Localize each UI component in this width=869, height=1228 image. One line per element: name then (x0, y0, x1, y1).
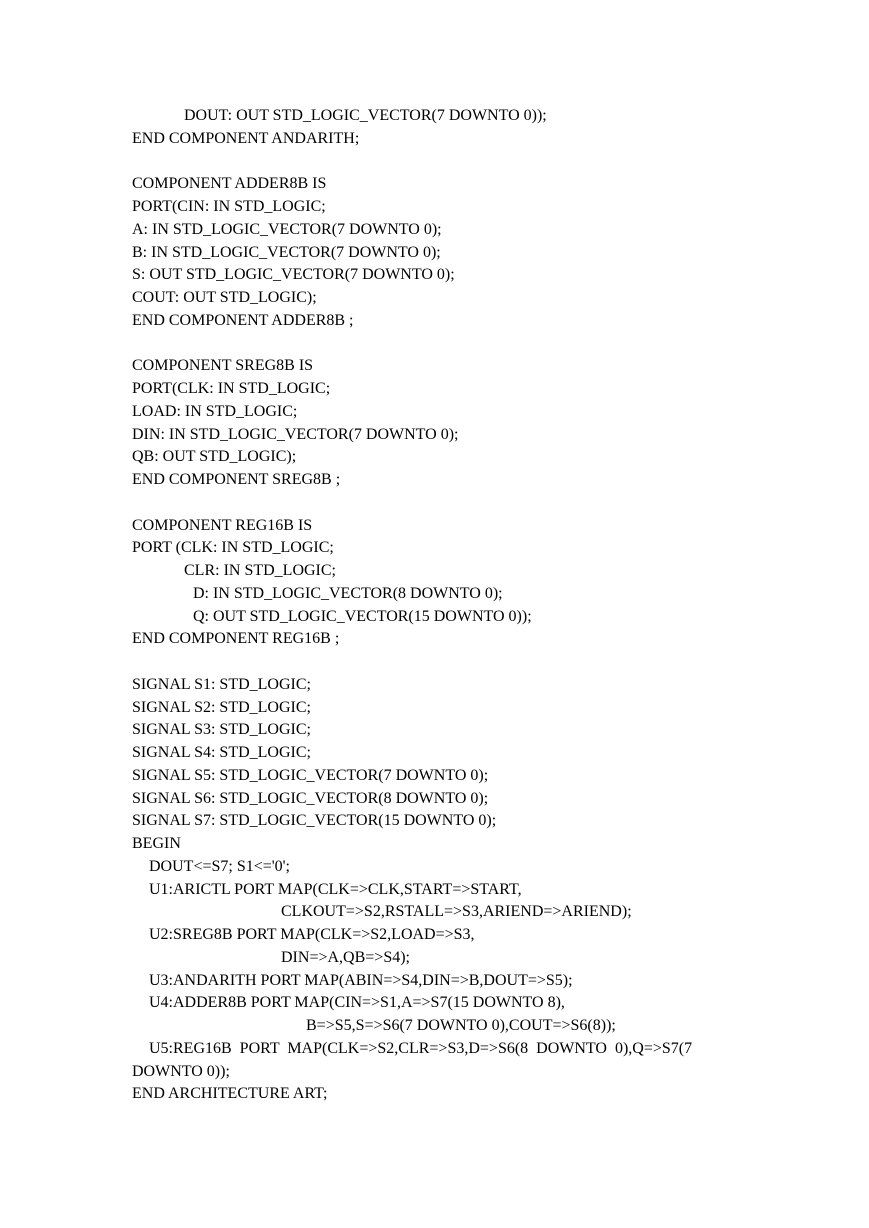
code-line: DIN: IN STD_LOGIC_VECTOR(7 DOWNTO 0); (132, 425, 459, 443)
code-listing (132, 105, 832, 1106)
code-line: PORT(CIN: IN STD_LOGIC; (132, 198, 326, 215)
code-line: SIGNAL S2: STD_LOGIC; (132, 698, 311, 716)
code-line: DIN=>A,QB=>S4); (281, 948, 410, 966)
code-line: COMPONENT ADDER8B IS (132, 175, 327, 193)
code-line: Q: OUT STD_LOGIC_VECTOR(15 DOWNTO 0)); (193, 607, 532, 625)
code-line: B=>S5,S=>S6(7 DOWNTO 0),COUT=>S6(8)); (306, 1017, 616, 1034)
code-line: A: IN STD_LOGIC_VECTOR(7 DOWNTO 0); (132, 220, 442, 238)
code-line: U1:ARICTL PORT MAP(CLK=>CLK,START=>START, (149, 880, 522, 898)
code-line: SIGNAL S1: STD_LOGIC; (132, 675, 311, 693)
code-line: PORT(CLK: IN STD_LOGIC; (132, 380, 331, 397)
code-line: D: IN STD_LOGIC_VECTOR(8 DOWNTO 0); (193, 584, 503, 602)
code-line: END ARCHITECTURE ART; (132, 1085, 328, 1103)
code-line: SIGNAL S4: STD_LOGIC; (132, 744, 311, 761)
code-line: END COMPONENT SREG8B ; (132, 471, 341, 488)
code-line: COUT: OUT STD_LOGIC); (132, 289, 317, 306)
code-line: COMPONENT SREG8B IS (132, 357, 314, 375)
code-line: SIGNAL S7: STD_LOGIC_VECTOR(15 DOWNTO 0); (132, 812, 497, 830)
code-line: SIGNAL S3: STD_LOGIC; (132, 721, 311, 739)
code-line: U3:ANDARITH PORT MAP(ABIN=>S4,DIN=>B,DOUT=>S5); (149, 971, 573, 989)
code-line: PORT (CLK: IN STD_LOGIC; (132, 539, 334, 557)
code-line: CLKOUT=>S2,RSTALL=>S3,ARIEND=>ARIEND); (281, 903, 632, 921)
code-line (132, 333, 832, 356)
code-line: COMPONENT REG16B IS (132, 516, 313, 534)
code-line: END COMPONENT ANDARITH; (132, 129, 360, 147)
code-line: END COMPONENT REG16B ; (132, 630, 340, 648)
code-line: SIGNAL S6: STD_LOGIC_VECTOR(8 DOWNTO 0); (132, 789, 489, 807)
code-line: DOWNTO 0)); (132, 1062, 230, 1080)
code-line: END COMPONENT ADDER8B ; (132, 311, 354, 329)
code-line: B: IN STD_LOGIC_VECTOR(7 DOWNTO 0); (132, 243, 441, 261)
code-line: QB: OUT STD_LOGIC); (132, 448, 297, 466)
code-line: U5:REG16B PORT MAP(CLK=>S2,CLR=>S3,D=>S6(8 DOWNTO 0),Q=>S7(7 (149, 1039, 693, 1057)
code-line (132, 151, 832, 174)
code-line: CLR: IN STD_LOGIC; (184, 562, 336, 579)
code-line (132, 492, 832, 515)
code-line: DOUT<=S7; S1<='0'; (149, 857, 290, 875)
code-line: DOUT: OUT STD_LOGIC_VECTOR(7 DOWNTO 0)); (184, 107, 547, 124)
code-line: LOAD: IN STD_LOGIC; (132, 402, 298, 420)
code-line: U2:SREG8B PORT MAP(CLK=>S2,LOAD=>S3, (149, 926, 475, 943)
code-line: SIGNAL S5: STD_LOGIC_VECTOR(7 DOWNTO 0); (132, 766, 489, 784)
code-line (132, 651, 832, 674)
code-line: S: OUT STD_LOGIC_VECTOR(7 DOWNTO 0); (132, 266, 455, 284)
code-line: BEGIN (132, 835, 181, 852)
code-line: U4:ADDER8B PORT MAP(CIN=>S1,A=>S7(15 DOWNTO 8), (149, 994, 565, 1012)
